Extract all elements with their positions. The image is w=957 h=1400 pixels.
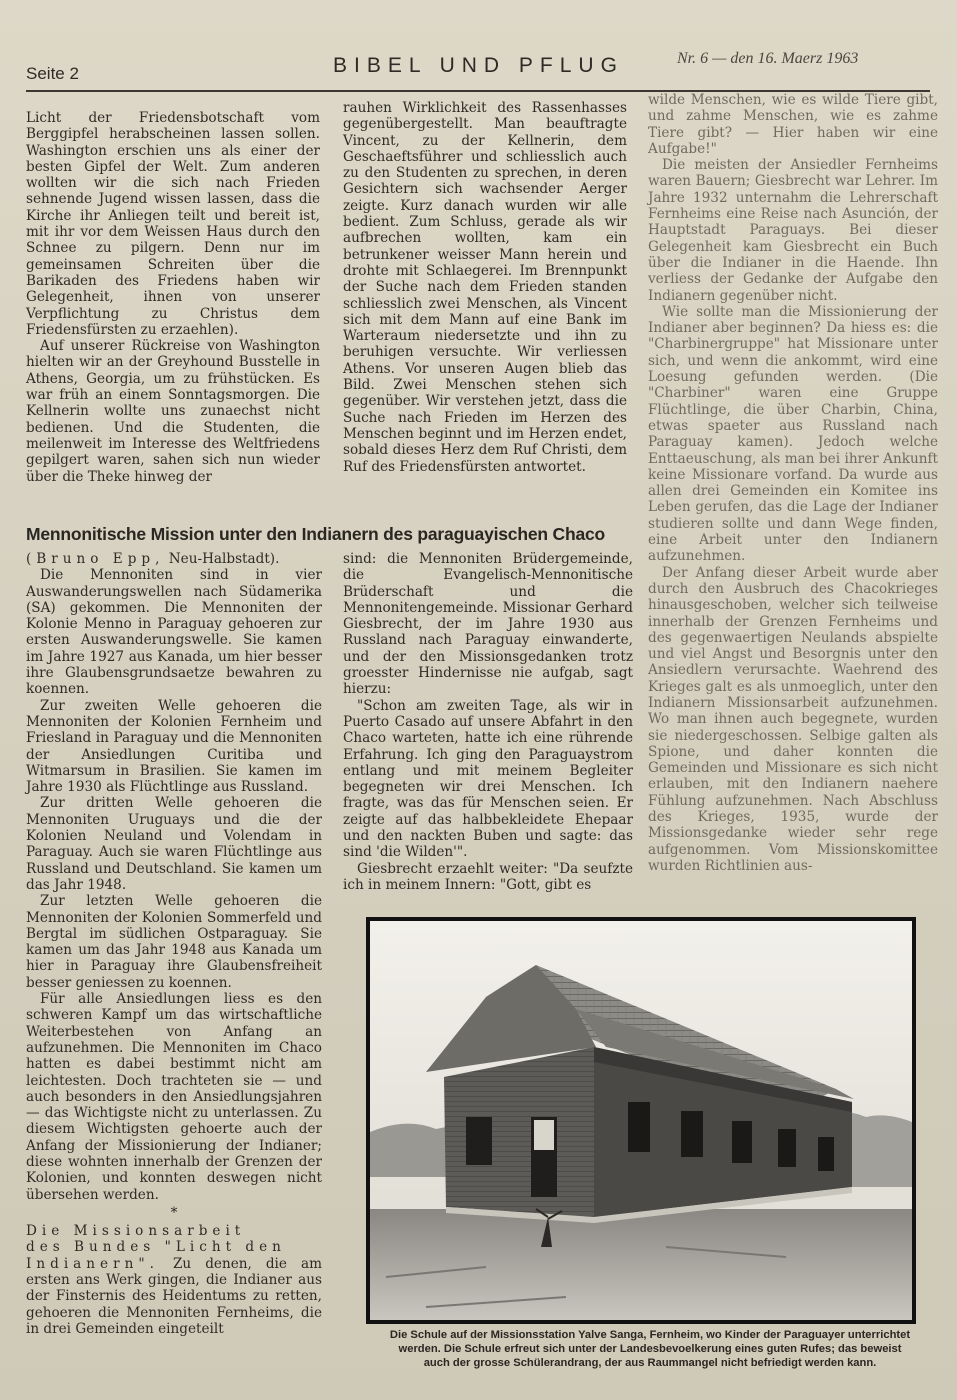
byline-author: (Bruno Epp, — [26, 551, 165, 567]
paragraph: Zur zweiten Welle gehoeren die Mennoniten der Kolonien Fernheim und Friesland in Paraguay und die Mennoniten der Ansiedlungen Curitiba und Witmarsum in Brasilien. Sie kamen im Jahre 1930 als Flüchtlinge aus Russland. — [26, 697, 322, 796]
paragraph: Wie sollte man die Missionierung der Indianer aber beginnen? Da hiess es: die "Charbinergruppe" hat Missionare unter sich, und wenn die ankommt, wird eine Loesung gefunden werden. (Die "Charbiner" waren eine Gruppe Flüchtlinge, die über Charbin, China, etwas spaeter aus Russland nach Paraguay kamen). Jedoch welche Enttaeuschung, als man bei ihrer Ankunft keine Missionare vorfand. Da wurde aus allen drei Gemeinden ein Komitee ins Leben gerufen, das die Lage der Indianer studieren sollte und dann Wege finden, eine Arbeit unter den Indianern aufzunehmen. — [648, 303, 938, 565]
paragraph: Die meisten der Ansiedler Fernheims waren Bauern; Giesbrecht war Lehrer. Im Jahre 1932 unternahm die Lehrerschaft Fernheims eine Reise nach Asunción, der Hauptstadt Paraguays. Bei dieser Gelegenheit kam Giesbrecht ein Buch über die Indianer in die Haende. Ihn verliess der Gedanke der Aufgabe den Indianern gegenüber nicht. — [648, 157, 938, 304]
paragraph: Der Anfang dieser Arbeit wurde aber durch den Ausbruch des Chacokrieges hinausgeschoben, welcher sich teilweise innerhalb der Grenzen Fernheims und des gegenwaertigen Neulands abspielte und viel Angst und Besorgnis unter den Ansiedlern verursachte. Waehrend des Krieges galt es als unmoeglich, unter den Indianern Missionsarbeit aufzunehmen. Wo man ihnen auch begegnete, wurden sie niedergeschossen. Selbige galten als Spione, und daher konnten die Gemeinden und Missionare es sich nicht erlauben, mit den Indianern naehere Fühlung aufzunehmen. Nach Abschluss des Krieges, 1935, wurde der Missionsgedanke wieder sehr rege aufgenommen. Vom Missionskomittee wurden Richtlinien aus- — [648, 564, 938, 874]
mission-article-column-3 — [648, 92, 938, 874]
photo-caption: Die Schule auf der Missionsstation Yalve Sanga, Fernheim, wo Kinder der Paraguayer unterrichtet werden. Die Schule erfreut sich unter der Landesbevoelkerung eines guten Rufes; das beweist auch der grosse Schülerandrang, der aus Raummangel nicht befriedigt werden kann. — [389, 1329, 911, 1369]
school-building-photo — [366, 917, 916, 1324]
top-article-column-2 — [343, 100, 627, 475]
subsection-heading-2: des Bundes "Licht den — [26, 1239, 286, 1256]
top-article-column-1 — [26, 110, 320, 485]
mission-article-column-1 — [26, 551, 322, 1337]
paragraph: "Schon am zweiten Tage, als wir in Puerto Casado auf unsere Abfahrt in den Chaco warteten, hatte ich eine rührende Erfahrung. Ich ging den Paraguaystrom entlang und mit meinem Begleiter begegneten wir drei Menschen. Ich fragte, was das für Menschen seien. Er zeigte auf das halbbekleidete Ehepaar und den nackten Buben und sagte: das sind 'die Wilden'". — [343, 697, 633, 861]
paragraph: Zur dritten Welle gehoeren die Mennoniten Uruguays und die der Kolonien Neuland und Volendam in Paraguay. Auch sie waren Flüchtlinge aus Russland und Deutschland. Sie kamen um das Jahr 1948. — [26, 795, 322, 893]
mission-article-column-2 — [343, 551, 633, 893]
subsection-paragraph — [26, 1223, 322, 1337]
paragraph: Giesbrecht erzaehlt weiter: "Da seufzte ich in meinem Innern: "Gott, gibt es — [343, 860, 633, 893]
paragraph: Licht der Friedensbotschaft vom Berggipfel herabscheinen lassen sollen. Washington erschien uns als einer der besten Gipfel der Welt. Zum anderen wollten wir die sich nach Frieden sehnende Jugend wissen lassen, dass die Kirche ihr Anliegen teilt und bereit ist, mit ihr vor dem Weissen Haus durch den Schnee zu pilgern. Denn nur im gemeinsamen Schreiten über die Barikaden des Friedens haben wir Gelegenheit, ihnen von unserer Verpflichtung zu Christus dem Friedensfürsten zu erzaehlen). — [26, 110, 320, 338]
page-number: Seite 2 — [26, 64, 79, 83]
byline — [26, 551, 322, 567]
paragraph: Die Mennoniten sind in vier Auswanderungswellen nach Südamerika (SA) gekommen. Die Mennoniten der Kolonie Menno in Paraguay gehoeren zur ersten Auswanderungswelle. Sie kamen im Jahre 1927 aus Kanada, um hier besser ihre Glaubensgrundsaetze bewahren zu koennen. — [26, 567, 322, 698]
paragraph: wilde Menschen, wie es wilde Tiere gibt, und zahme Menschen, wie es zahme Tiere gibt? — Hier haben wir eine Aufgabe!" — [648, 92, 938, 157]
subsection-heading-1: Die Missionsarbeit — [26, 1223, 246, 1240]
subsection-text: Zu denen, die am ersten ans Werk gingen, die Indianer aus der Finsternis des Heidentums zu retten, gehoeren die Mennoniten Fernheims, die in drei Gemeinden eingeteilt — [26, 1255, 322, 1337]
paragraph: Auf unserer Rückreise von Washington hielten wir an der Greyhound Busstelle in Athens, Georgia, um zu frühstücken. Es war früh an einem Sonntagsmorgen. Die Kellnerin wollte uns zunaechst nicht bedienen. Und die Studenten, die meilenweit im Interesse des Weltfriedens gepilgert waren, sahen sich nun wieder über die Theke hinweg der — [26, 338, 320, 485]
masthead-title: BIBEL UND PFLUG — [333, 54, 624, 77]
article-headline: Mennonitische Mission unter den Indianern des paraguayischen Chaco — [26, 524, 605, 544]
section-divider-star: * — [170, 1204, 178, 1221]
issue-date: Nr. 6 — den 16. Maerz 1963 — [677, 50, 859, 67]
paragraph: rauhen Wirklichkeit des Rassenhasses gegenübergestellt. Man beauftragte Vincent, zu der Kellnerin, dem Geschaeftsführer und schliesslich auch zu den Studenten zu sprechen, in deren Gesichtern sich wachsender Aerger zeigte. Kurz danach wurden wir alle bedient. Zum Schluss, gerade als wir aufbrechen wollten, kam ein betrunkener weisser Mann herein und drohte mit Schlaegerei. Im Brennpunkt der Suche nach dem Frieden standen schliesslich zwei Menschen, als Vincent sich mit dem Mann auf eine Bank im Warteraum niedersetzte und ihn zu beruhigen versuchte. Wir verliessen Athens. Vor unseren Augen blieb das Bild. Zwei Menschen stehen sich gegenüber. Wir verstehen jetzt, dass die Suche nach Frieden im Herzen des Menschen beginnt und im Herzen endet, sobald dieses Herz dem Ruf Christi, dem Ruf des Friedensfürsten antwortet. — [343, 100, 627, 475]
subsection-heading-3: Indianern". — [26, 1255, 159, 1272]
byline-place: Neu-Halbstadt). — [164, 551, 280, 567]
paragraph: Für alle Ansiedlungen liess es den schweren Kampf um das wirtschaftliche Weiterbestehen von Anfang an aufzunehmen. Die Mennoniten im Chaco hatten es dabei bestimmt nicht am leichtesten. Doch trachteten sie — und auch besonders in den Ansiedlungsjahren — das Wichtigste nicht zu unterlassen. Zu diesem Wichtigsten gehoerte auch der Anfang der Missionierung der Indianer; diese wohnten innerhalb der Grenzen der Kolonien, und konnten deswegen nicht übersehen werden. — [26, 991, 322, 1203]
paragraph: Zur letzten Welle gehoeren die Mennoniten der Kolonien Sommerfeld und Bergtal im südlichen Ostparaguay. Sie kamen um das Jahr 1948 aus Kanada um hier in Paraguay ihre Glaubensfreiheit besser geniessen zu koennen. — [26, 893, 322, 991]
paragraph: sind: die Mennoniten Brüdergemeinde, die Evangelisch-Mennonitische Brüderschaft und die Mennonitengemeinde. Missionar Gerhard Giesbrecht, der im Jahre 1930 aus Russland nach Paraguay einwanderte, und der den Missionsgedanken trotz groesster Hindernisse nie aufgab, sagt hierzu: — [343, 551, 633, 698]
